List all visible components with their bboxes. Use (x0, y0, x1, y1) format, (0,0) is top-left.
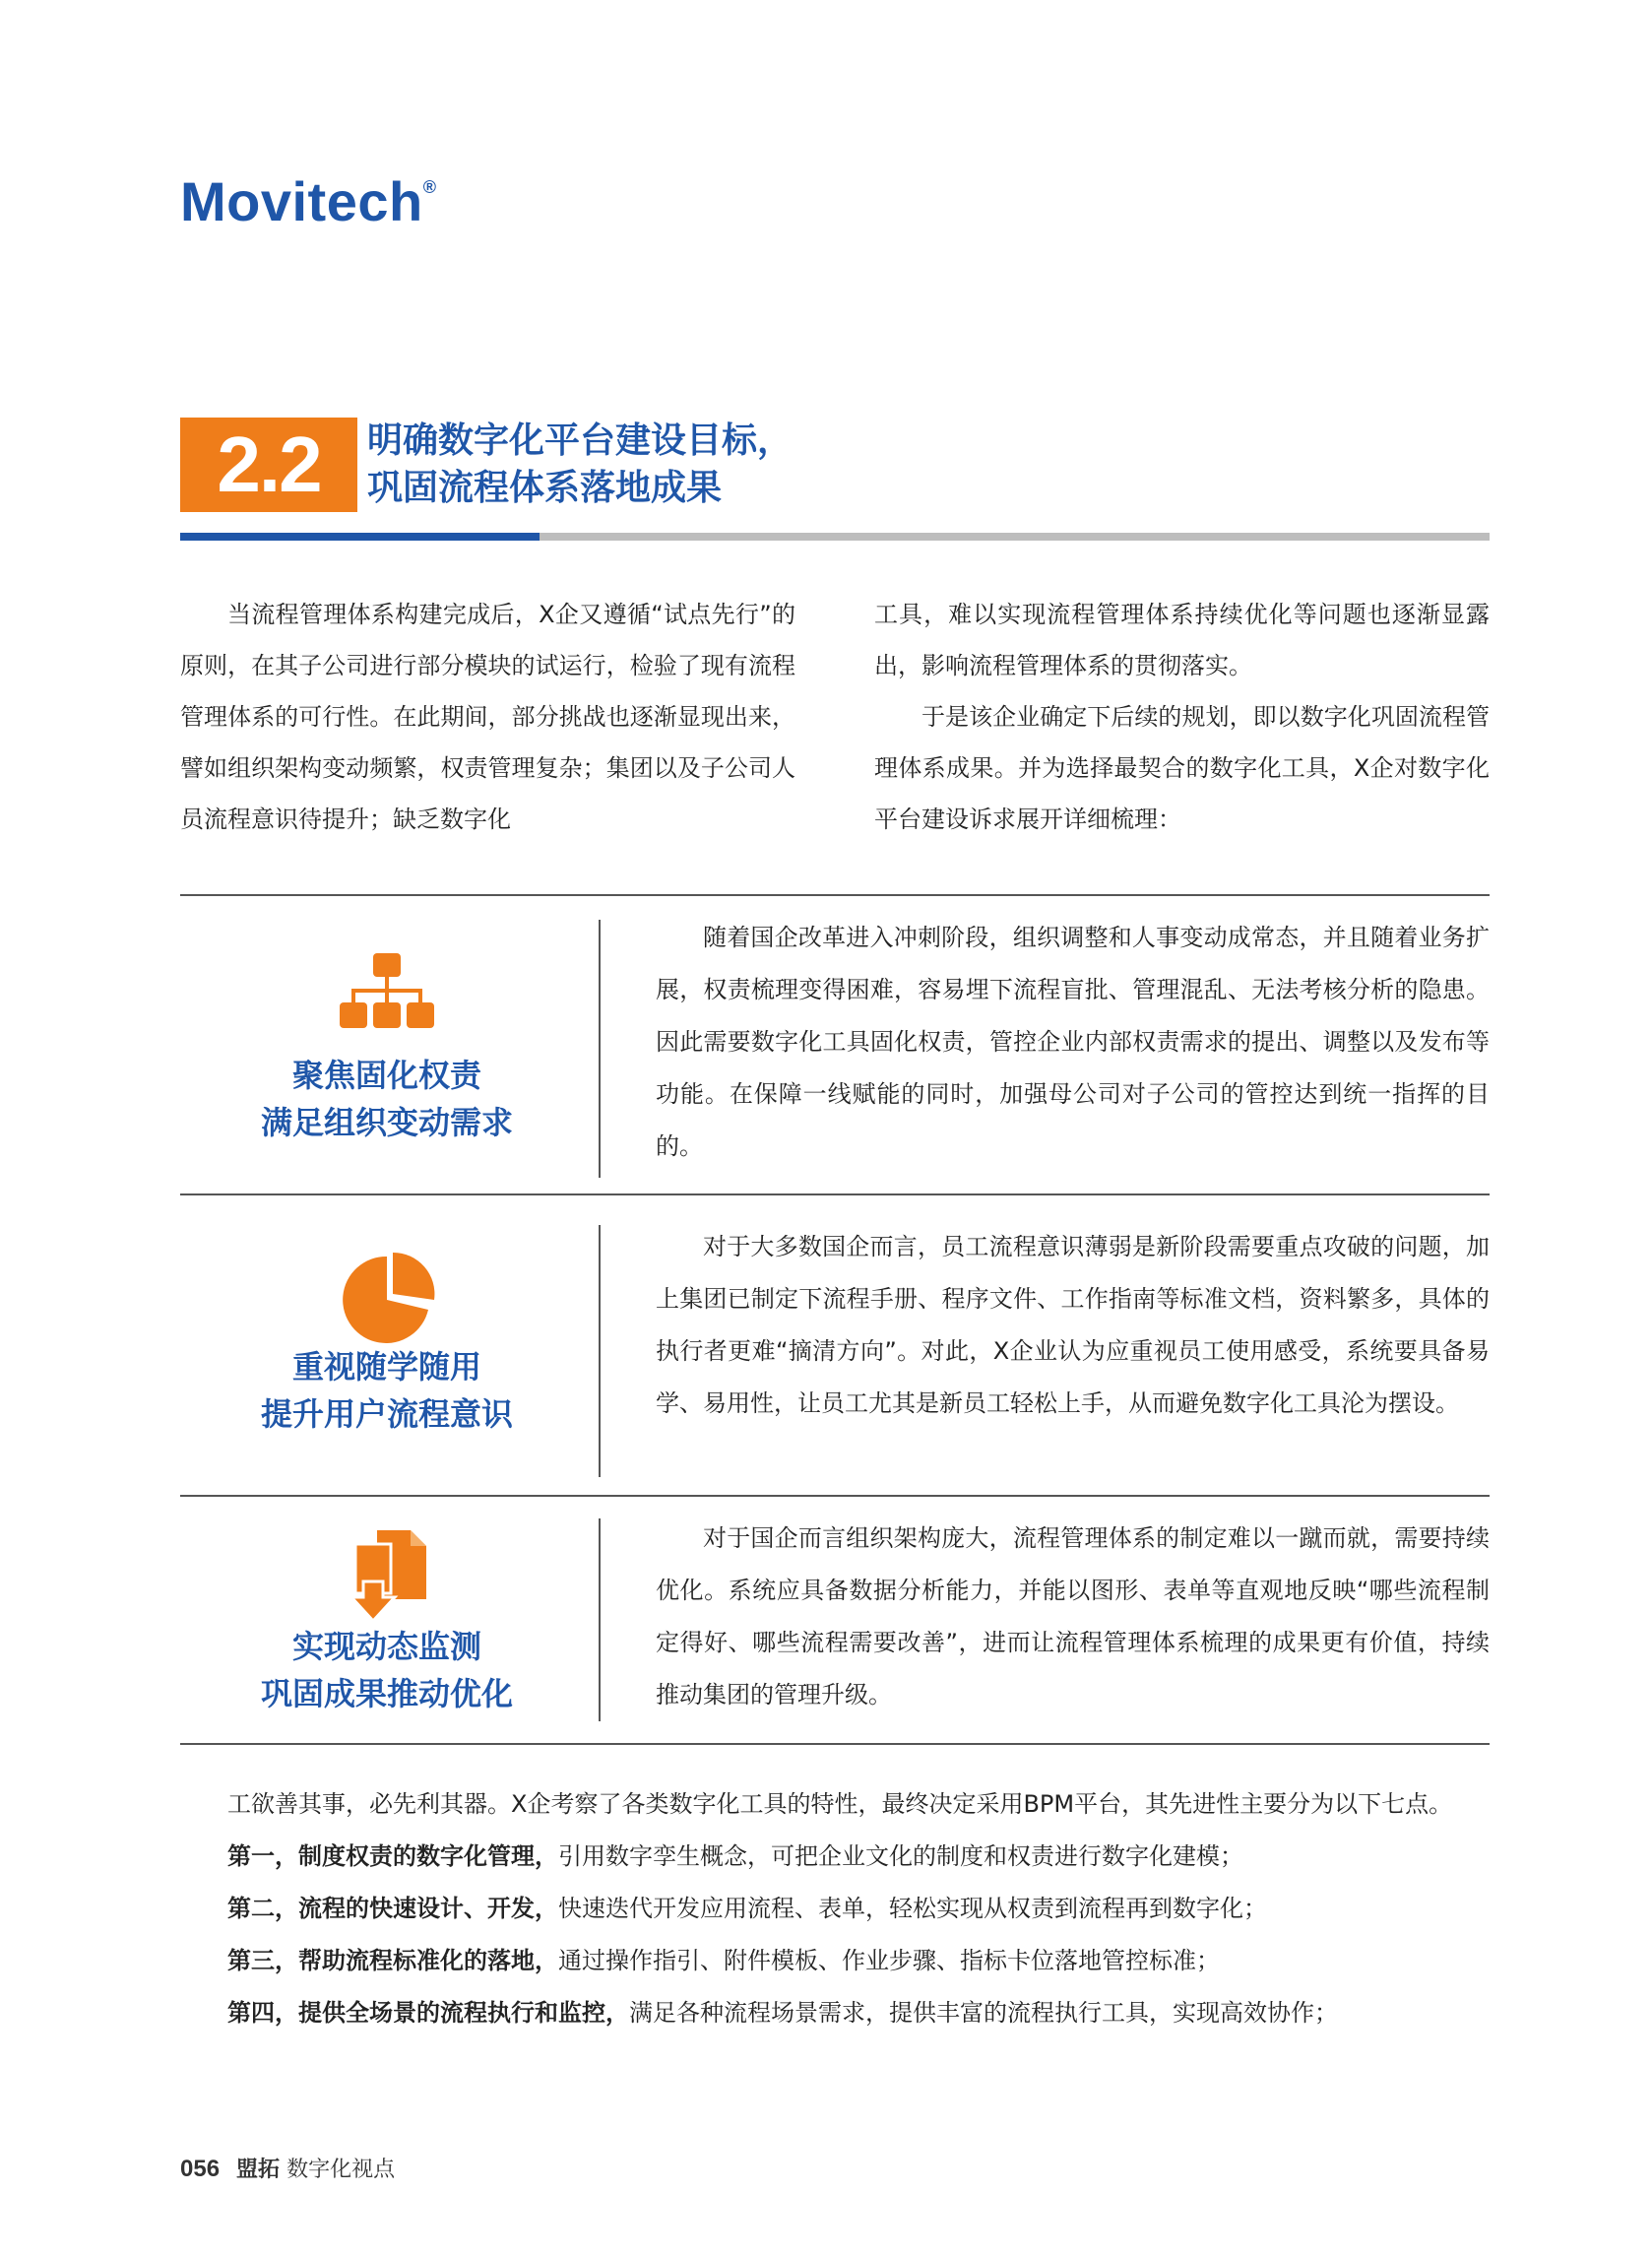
feature-block (180, 1195, 1490, 1491)
point-label: 第二，流程的快速设计、开发， (227, 1895, 558, 1922)
feature-title-line2: 满足组织变动需求 (260, 1104, 513, 1141)
feature-title-line1: 实现动态监测 (291, 1628, 481, 1665)
feature-title-line2: 提升用户流程意识 (260, 1395, 513, 1433)
feature-title (180, 1623, 594, 1717)
feature-text: 对于大多数国企而言，员工流程意识薄弱是新阶段需要重点攻破的问题，加上集团已制定下流程手册、程序文件、工作指南等标准文档，资料繁多，具体的执行者更难“摘清方向”。对此，X企业认为应重视员工使用感受，系统要具备易学、易用性，让员工尤其是新员工轻松上手，从而避免数字化工具沦为摆设。 (656, 1233, 1490, 1417)
point-label: 第三，帮助流程标准化的落地， (227, 1947, 558, 1974)
point-item (180, 1831, 1490, 1883)
feature-title-line1: 重视随学随用 (291, 1348, 481, 1386)
lead-paragraph: 工欲善其事，必先利其器。X企考察了各类数字化工具的特性，最终决定采用BPM平台，其先进性主要分为以下七点。 (227, 1790, 1453, 1818)
vertical-divider (599, 920, 601, 1178)
section-number: 2.2 (180, 418, 357, 512)
org-chart-icon (338, 951, 436, 1050)
feature-text: 随着国企改革进入冲刺阶段，组织调整和人事变动成常态，并且随着业务扩展，权责梳理变得困难，容易埋下流程盲批、管理混乱、无法考核分析的隐患。因此需要数字化工具固化权责，管控企业内部权责需求的提出、调整以及发布等功能。在保障一线赋能的同时，加强母公司对子公司的管控达到统一指挥的目的。 (656, 924, 1490, 1160)
vertical-divider (599, 1518, 601, 1721)
point-item (180, 1883, 1490, 1935)
feature-title (180, 1343, 594, 1438)
point-item (180, 1987, 1490, 2039)
feature-title-line1: 聚焦固化权责 (291, 1057, 481, 1094)
point-text: 满足各种流程场景需求，提供丰富的流程执行工具，实现高效协作； (629, 1999, 1338, 2027)
registered-mark: ® (422, 177, 437, 197)
feature-title-line2: 巩固成果推动优化 (260, 1675, 513, 1712)
feature-text: 对于国企而言组织架构庞大，流程管理体系的制定难以一蹴而就，需要持续优化。系统应具备数据分析能力，并能以图形、表单等直观地反映“哪些流程制定得好、哪些流程需要改善”，进而让流程管理体系梳理的成果更有价值，持续推动集团的管理升级。 (656, 1524, 1490, 1709)
magazine-name: 盟拓 (236, 2158, 281, 2182)
section-title (367, 418, 793, 512)
section-title-line2: 巩固流程体系落地成果 (367, 468, 723, 508)
intro-paragraph: 当流程管理体系构建完成后，X企又遵循“试点先行”的原则，在其子公司进行部分模块的试运行，检验了现有流程管理体系的可行性。在此期间，部分挑战也逐渐显现出来，譬如组织架构变动频繁，权责管理复杂；集团以及子公司人员流程意识待提升；缺乏数字化 (180, 601, 795, 833)
point-item (180, 1935, 1490, 1987)
feature-block (180, 1497, 1490, 1743)
feature-block (180, 896, 1490, 1192)
documents-download-icon (338, 1526, 436, 1625)
intro-left-column (180, 589, 795, 845)
feature-title (180, 1052, 594, 1146)
divider (180, 1743, 1490, 1745)
pie-chart-icon (338, 1251, 436, 1349)
title-rule-accent (180, 533, 540, 541)
point-label: 第四，提供全场景的流程执行和监控， (227, 1999, 629, 2027)
logo-text: Movitech (180, 170, 423, 232)
section-title-line1: 明确数字化平台建设目标， (367, 420, 794, 461)
point-text: 通过操作指引、附件模板、作业步骤、指标卡位落地管控标准； (558, 1947, 1220, 1974)
point-text: 引用数字孪生概念，可把企业文化的制度和权责进行数字化建模； (558, 1842, 1243, 1870)
title-rule (540, 533, 1490, 541)
body-text (180, 1778, 1490, 2039)
page-number: 056 (180, 2156, 221, 2182)
point-label: 第一，制度权责的数字化管理， (227, 1842, 558, 1870)
vertical-divider (599, 1225, 601, 1477)
page-footer (180, 2153, 395, 2183)
intro-right-column (874, 589, 1490, 845)
intro-paragraph: 工具，难以实现流程管理体系持续优化等问题也逐渐显露出，影响流程管理体系的贯彻落实。 (874, 601, 1490, 679)
logo (180, 169, 436, 233)
intro-paragraph: 于是该企业确定下后续的规划，即以数字化巩固流程管理体系成果。并为选择最契合的数字化工具，X企对数字化平台建设诉求展开详细梳理： (874, 703, 1490, 833)
column-name: 数字化视点 (286, 2158, 396, 2182)
point-text: 快速迭代开发应用流程、表单，轻松实现从权责到流程再到数字化； (558, 1895, 1267, 1922)
section-header (180, 418, 1490, 536)
